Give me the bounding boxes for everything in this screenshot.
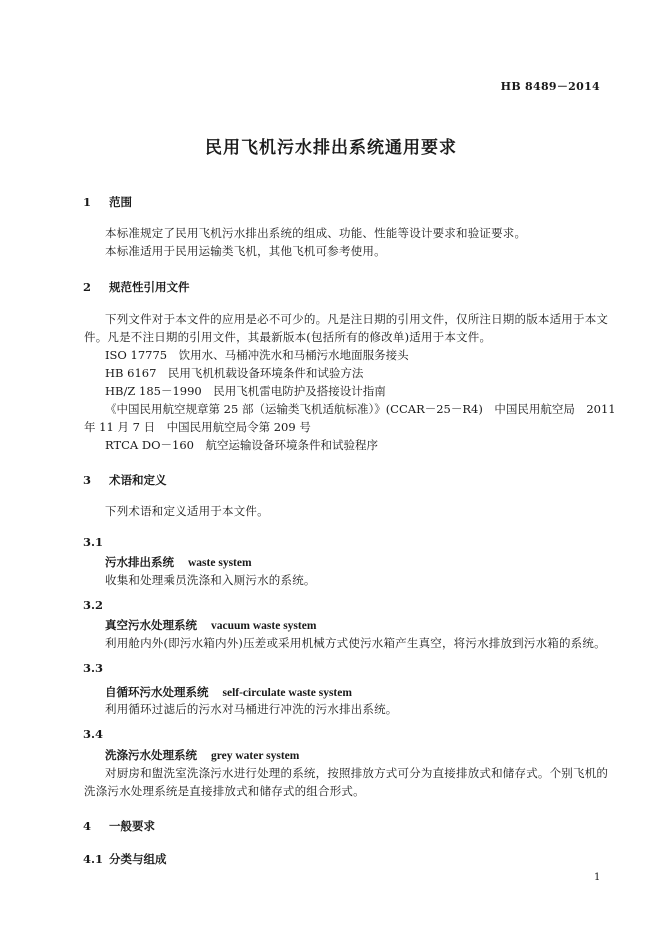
term-3-4-cn: 洗涤污水处理系统 [105, 748, 197, 762]
reference-ccar-25-line-1: 《中国民用航空规章第 25 部（运输类飞机适航标准）》(CCAR－25－R4) 中国民用航空局 2011 [105, 402, 616, 416]
subsection-4-1-number: 4.1 [83, 852, 104, 866]
section-3-intro: 下列术语和定义适用于本文件。 [105, 504, 269, 518]
term-3-1-definition: 收集和处理乘员洗涤和入厕污水的系统。 [105, 573, 316, 587]
reference-iso-17775: ISO 17775 饮用水、马桶冲洗水和马桶污水地面服务接头 [105, 348, 409, 362]
term-3-2-number: 3.2 [83, 598, 104, 612]
section-1-number: 1 [83, 195, 92, 209]
section-1-para-1: 本标准规定了民用飞机污水排出系统的组成、功能、性能等设计要求和验证要求。 [105, 226, 527, 240]
reference-hb-6167: HB 6167 民用飞机机载设备环境条件和试验方法 [105, 366, 364, 380]
section-2-heading [83, 279, 190, 295]
reference-ccar-25-line-2: 年 11 月 7 日 中国民用航空局令第 209 号 [84, 420, 311, 434]
term-3-2-definition: 利用舱内外(即污水箱内外)压差或采用机械方式使污水箱产生真空，将污水排放到污水箱的系统。 [105, 636, 606, 650]
subsection-4-1-title: 分类与组成 [109, 852, 167, 866]
term-3-3-en: self-circulate waste system [222, 687, 352, 699]
term-3-1-number: 3.1 [83, 535, 104, 549]
term-3-3-cn: 自循环污水处理系统 [105, 685, 209, 699]
section-4-number: 4 [83, 819, 92, 833]
section-2-intro-line-2: 件。凡是不注日期的引用文件，其最新版本(包括所有的修改单)适用于本文件。 [84, 330, 492, 344]
section-2-intro-line-1: 下列文件对于本文件的应用是必不可少的。凡是注日期的引用文件，仅所注日期的版本适用于本文 [105, 312, 609, 326]
term-3-2-en: vacuum waste system [211, 620, 317, 632]
term-3-1-cn: 污水排出系统 [105, 555, 174, 569]
section-1-para-2: 本标准适用于民用运输类飞机，其他飞机可参考使用。 [105, 244, 386, 258]
term-3-4-en: grey water system [211, 750, 300, 762]
term-3-3-heading [105, 684, 352, 700]
term-3-1-en: waste system [188, 557, 252, 569]
term-3-2-cn: 真空污水处理系统 [105, 618, 197, 632]
term-3-4-definition-line-2: 洗涤污水处理系统是直接排放式和储存式的组合形式。 [84, 784, 365, 798]
term-3-2-heading [105, 617, 316, 633]
term-3-1-heading [105, 554, 252, 570]
section-2-title: 规范性引用文件 [109, 280, 190, 294]
term-3-4-definition-line-1: 对厨房和盥洗室洗涤污水进行处理的系统，按照排放方式可分为直接排放式和储存式。个别飞机的 [105, 766, 609, 780]
section-4-title: 一般要求 [109, 819, 155, 833]
page-number: 1 [594, 872, 601, 883]
page-title: 民用飞机污水排出系统通用要求 [205, 138, 457, 158]
section-1-heading [83, 194, 132, 210]
section-3-number: 3 [83, 473, 92, 487]
standard-code: HB 8489－2014 [500, 80, 600, 93]
section-1-title: 范围 [109, 195, 132, 209]
section-3-title: 术语和定义 [109, 473, 167, 487]
section-2-number: 2 [83, 280, 92, 294]
term-3-3-definition: 利用循环过滤后的污水对马桶进行冲洗的污水排出系统。 [105, 702, 398, 716]
term-3-4-heading [105, 747, 299, 763]
reference-rtca-do-160: RTCA DO－160 航空运输设备环境条件和试验程序 [105, 438, 378, 452]
subsection-4-1-heading [83, 851, 167, 867]
term-3-4-number: 3.4 [83, 727, 104, 741]
section-4-heading [83, 818, 155, 834]
section-3-heading [83, 472, 167, 488]
term-3-3-number: 3.3 [83, 661, 104, 675]
reference-hbz-185: HB/Z 185－1990 民用飞机雷电防护及搭接设计指南 [105, 384, 386, 398]
